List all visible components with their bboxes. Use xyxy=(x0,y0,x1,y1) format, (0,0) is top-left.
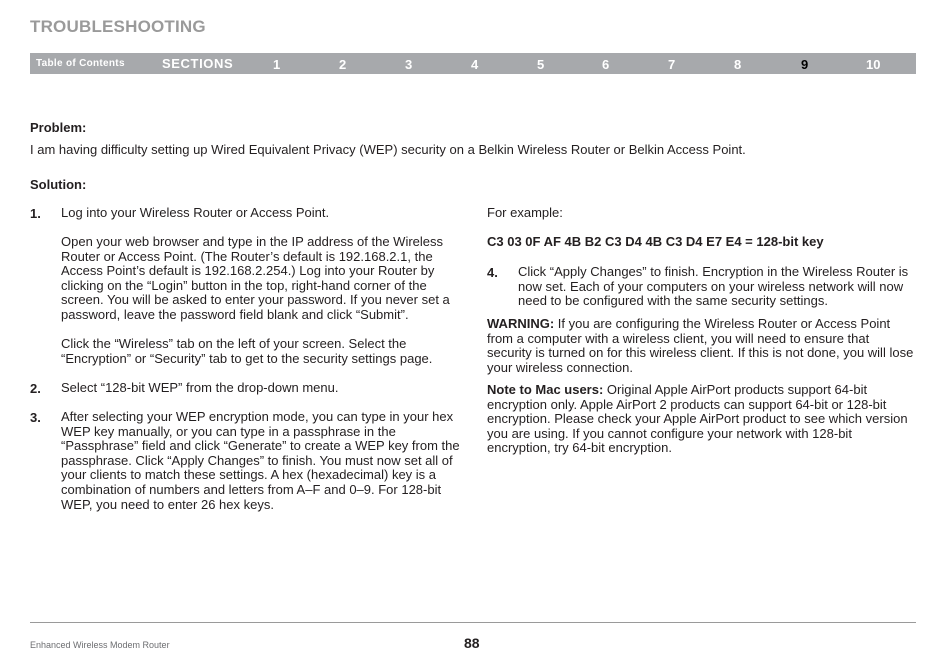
mac-note-text: Original Apple AirPort products support 64-bit encryption only. Apple AirPort 2 products can support 64-bit or 128-bit encryption. Please check your Apple AirPort product to see which version you are using. If you cannot configure your network with 128-bit encryption, try 64-bit encryption. xyxy=(487,382,908,456)
nav-section-5[interactable]: 5 xyxy=(537,57,545,72)
problem-text: I am having difficulty setting up Wired Equivalent Privacy (WEP) security on a Belkin Wireless Router or Belkin Access Point. xyxy=(30,142,746,157)
footer-product-name: Enhanced Wireless Modem Router xyxy=(30,640,170,650)
warning-label: WARNING: xyxy=(487,316,555,331)
step-3-text: After selecting your WEP encryption mode, you can type in your hex WEP key manually, or you can type in a passphrase in the “Passphrase” field and click “Generate” to create a WEP key from the passphrase. Click “Apply Changes” to finish. You must now set all of your clients to match these settings. A hex (hexadecimal) key is a combination of numbers and letters from A–F and 0–9. For 128-bit WEP, you need to enter 26 hex keys. xyxy=(61,409,460,512)
step-1-number: 1. xyxy=(30,206,41,221)
table-of-contents-link[interactable]: Table of Contents xyxy=(36,58,125,69)
step-3-number: 3. xyxy=(30,410,41,425)
nav-section-4[interactable]: 4 xyxy=(471,57,479,72)
step-1-wireless-tab-paragraph: Click the “Wireless” tab on the left of your screen. Select the “Encryption” or “Security” tab to get to the security settings page. xyxy=(61,336,433,366)
example-key: C3 03 0F AF 4B B2 C3 D4 4B C3 D4 E7 E4 = 128-bit key xyxy=(487,234,824,249)
nav-section-1[interactable]: 1 xyxy=(273,57,281,72)
sections-label: SECTIONS xyxy=(162,56,234,71)
warning-note xyxy=(487,317,917,375)
step-1-browser-paragraph: Open your web browser and type in the IP address of the Wireless Router or Access Point. (The Router’s default is 192.168.2.1, the Access Point’s default is 192.168.2.254.) Log into your Router by clicking on the “Login” button in the top, right-hand corner of the screen. You will be asked to enter your password. If you never set a password, leave the password field blank and click “Submit”. xyxy=(61,234,450,322)
section-title: TROUBLESHOOTING xyxy=(30,17,206,36)
mac-users-note xyxy=(487,383,917,456)
step-4-number: 4. xyxy=(487,265,498,280)
warning-text: If you are configuring the Wireless Router or Access Point from a computer with a wireless client, you will need to ensure that security is turned on for this wireless client. If this is not done, you will lose your wireless connection. xyxy=(487,316,914,375)
page-number: 88 xyxy=(464,635,480,651)
section-nav-bar xyxy=(30,53,916,74)
step-1-text: Log into your Wireless Router or Access Point. xyxy=(61,205,330,220)
step-2-text: Select “128-bit WEP” from the drop-down menu. xyxy=(61,380,339,395)
solution-label: Solution: xyxy=(30,177,87,192)
mac-note-label: Note to Mac users: xyxy=(487,382,604,397)
nav-section-3[interactable]: 3 xyxy=(405,57,413,72)
example-label: For example: xyxy=(487,205,563,220)
step-4-text: Click “Apply Changes” to finish. Encryption in the Wireless Router is now set. Each of your computers on your wireless network will now need to be configured with the same security settings. xyxy=(518,264,909,309)
problem-label: Problem: xyxy=(30,120,87,135)
nav-section-8[interactable]: 8 xyxy=(734,57,742,72)
nav-section-6[interactable]: 6 xyxy=(602,57,610,72)
nav-section-10[interactable]: 10 xyxy=(866,57,881,72)
step-2-number: 2. xyxy=(30,381,41,396)
nav-section-9[interactable]: 9 xyxy=(801,57,809,72)
nav-section-7[interactable]: 7 xyxy=(668,57,676,72)
nav-section-2[interactable]: 2 xyxy=(339,57,347,72)
footer-divider xyxy=(30,622,916,623)
